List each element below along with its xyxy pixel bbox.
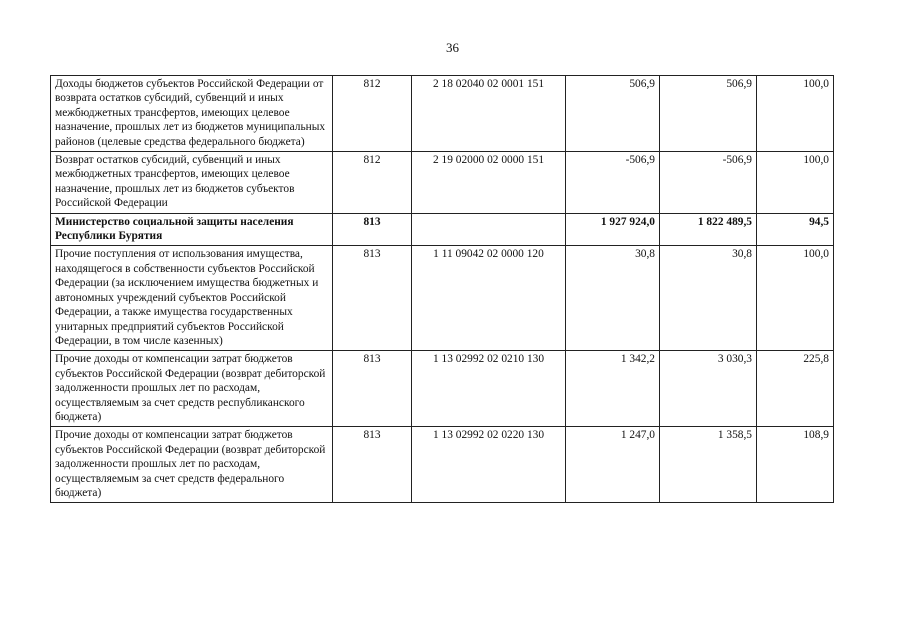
row-budget-code: 1 13 02992 02 0220 130 [412, 427, 566, 503]
row-fact-value: 30,8 [660, 246, 757, 351]
row-plan-value: 506,9 [566, 76, 660, 152]
row-name: Доходы бюджетов субъектов Российской Федерации от возврата остатков субсидий, субвенций и иных межбюджетных трансфертов, имеющих целевое назначение, прошлых лет из бюджетов муниципальных районов (целевые средства федерального бюджета) [51, 76, 333, 152]
row-fact-value: -506,9 [660, 152, 757, 214]
row-plan-value: 30,8 [566, 246, 660, 351]
table-row [51, 152, 834, 214]
row-name: Прочие поступления от использования имущества, находящегося в собственности субъектов Российской Федерации (за исключением имущества бюджетных и автономных учреждений субъектов Российской Федерации, а также имущества государственных унитарных предприятий субъектов Российской Федерации, в том числе казенных) [51, 246, 333, 351]
row-percent-value: 225,8 [757, 351, 834, 427]
row-fact-value: 1 822 489,5 [660, 213, 757, 246]
row-percent-value: 100,0 [757, 152, 834, 214]
row-admin-code: 813 [333, 213, 412, 246]
row-name: Прочие доходы от компенсации затрат бюджетов субъектов Российской Федерации (возврат дебиторской задолженности прошлых лет по расходам, осуществляемым за счет средств федерального бюджета) [51, 427, 333, 503]
row-admin-code: 813 [333, 246, 412, 351]
row-plan-value: 1 247,0 [566, 427, 660, 503]
row-plan-value: -506,9 [566, 152, 660, 214]
row-fact-value: 3 030,3 [660, 351, 757, 427]
row-percent-value: 100,0 [757, 246, 834, 351]
row-plan-value: 1 342,2 [566, 351, 660, 427]
row-admin-code: 812 [333, 152, 412, 214]
row-budget-code: 2 19 02000 02 0000 151 [412, 152, 566, 214]
row-admin-code: 812 [333, 76, 412, 152]
row-name: Возврат остатков субсидий, субвенций и иных межбюджетных трансфертов, имеющих целевое назначение, прошлых лет из бюджетов субъектов Российской Федерации [51, 152, 333, 214]
page-number: 36 [446, 40, 459, 55]
row-budget-code: 1 11 09042 02 0000 120 [412, 246, 566, 351]
table-row [51, 427, 834, 503]
row-budget-code: 1 13 02992 02 0210 130 [412, 351, 566, 427]
table-row [51, 351, 834, 427]
row-fact-value: 1 358,5 [660, 427, 757, 503]
row-budget-code [412, 213, 566, 246]
table-row-section-header [51, 213, 834, 246]
row-name: Прочие доходы от компенсации затрат бюджетов субъектов Российской Федерации (возврат дебиторской задолженности прошлых лет по расходам, осуществляемым за счет средств республиканского бюджета) [51, 351, 333, 427]
row-plan-value: 1 927 924,0 [566, 213, 660, 246]
row-percent-value: 94,5 [757, 213, 834, 246]
budget-table [50, 75, 834, 503]
row-budget-code: 2 18 02040 02 0001 151 [412, 76, 566, 152]
row-name: Министерство социальной защиты населения Республики Бурятия [51, 213, 333, 246]
row-fact-value: 506,9 [660, 76, 757, 152]
row-admin-code: 813 [333, 427, 412, 503]
table-row [51, 246, 834, 351]
row-admin-code: 813 [333, 351, 412, 427]
table-row [51, 76, 834, 152]
row-percent-value: 100,0 [757, 76, 834, 152]
row-percent-value: 108,9 [757, 427, 834, 503]
